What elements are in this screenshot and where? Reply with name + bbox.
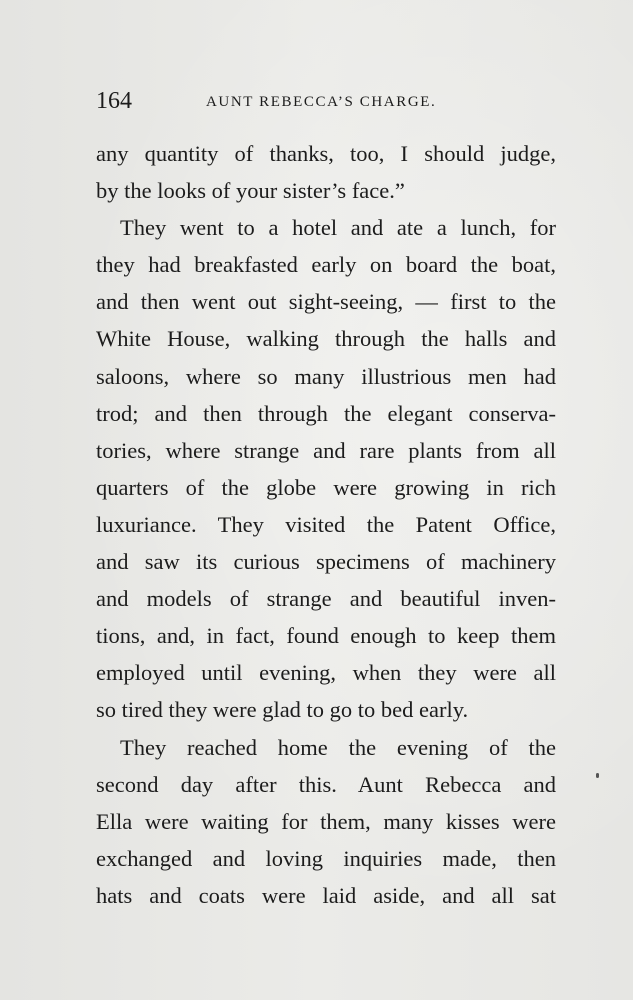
text-line: and then went out sight-seeing, — first to the: [96, 289, 556, 315]
text-line: and models of strange and beautiful inven-: [96, 586, 556, 612]
text-line: second day after this. Aunt Rebecca and: [96, 771, 556, 797]
text-line: so tired they were glad to go to bed early.: [96, 697, 469, 723]
text-line: exchanged and loving inquiries made, then: [96, 845, 556, 871]
text-line: They went to a hotel and ate a lunch, for: [120, 215, 556, 241]
text-line: trod; and then through the elegant conserva-: [96, 400, 556, 426]
text-line: White House, walking through the halls and: [96, 326, 556, 352]
text-line: saloons, where so many illustrious men had: [96, 363, 556, 389]
body-text: [96, 135, 556, 914]
running-head: AUNT REBECCA’S CHARGE.: [206, 94, 437, 110]
page-header: [96, 86, 556, 116]
text-line: employed until evening, when they were all: [96, 660, 556, 686]
text-line: They reached home the evening of the: [120, 734, 556, 760]
text-line: tories, where strange and rare plants from all: [96, 437, 556, 463]
page-number: 164: [96, 88, 132, 114]
text-line: Ella were waiting for them, many kisses were: [96, 808, 556, 834]
text-line: luxuriance. They visited the Patent Office,: [96, 511, 556, 537]
text-line: and saw its curious specimens of machinery: [96, 549, 556, 575]
text-line: by the looks of your sister’s face.”: [96, 178, 405, 204]
text-line: tions, and, in fact, found enough to keep them: [96, 623, 556, 649]
ink-speck: [596, 773, 599, 778]
text-line: hats and coats were laid aside, and all sat: [96, 882, 556, 908]
text-line: any quantity of thanks, too, I should judge,: [96, 141, 556, 166]
text-line: quarters of the globe were growing in rich: [96, 474, 556, 500]
text-line: they had breakfasted early on board the boat,: [96, 252, 556, 278]
